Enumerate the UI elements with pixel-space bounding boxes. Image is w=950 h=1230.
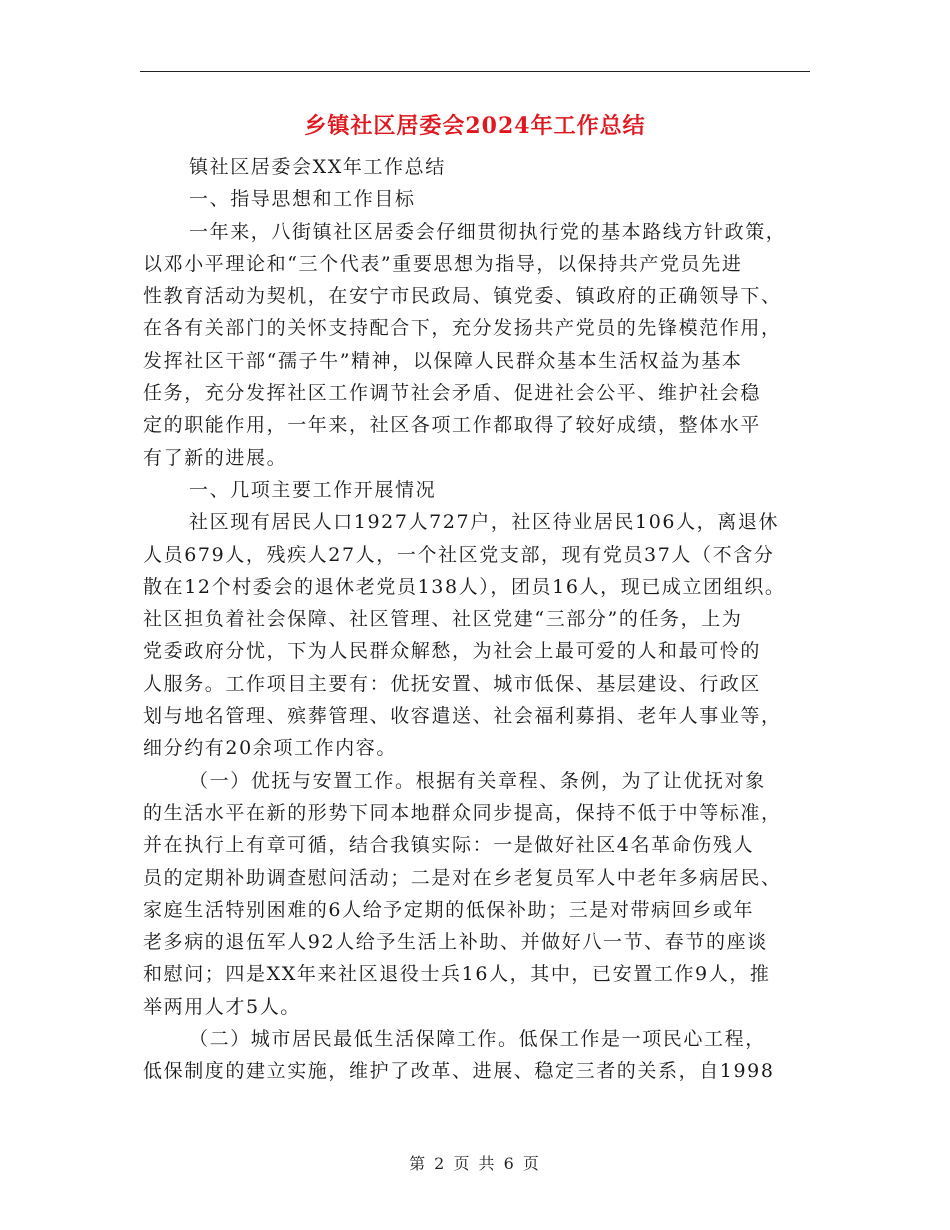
text-line: 性教育活动为契机，在安宁市民政局、镇党委、镇政府的正确领导下、 — [143, 285, 782, 308]
text-line: （一）优抚与安置工作。根据有关章程、条例，为了让优抚对象 — [189, 769, 766, 792]
text-line: 人服务。工作项目主要有：优抚安置、城市低保、基层建设、行政区 — [143, 672, 762, 695]
text-line: 人员679人，残疾人27人，一个社区党支部，现有党员37人（不含分 — [143, 543, 775, 566]
text-line: 一、指导思想和工作目标 — [189, 188, 416, 211]
text-line: 的生活水平在新的形势下同本地群众同步提高，保持不低于中等标准， — [143, 801, 782, 824]
text-line: 在各有关部门的关怀支持配合下，充分发扬共产党员的先锋模范作用， — [143, 317, 782, 340]
text-line: 一年来，八街镇社区居委会仔细贯彻执行党的基本路线方针政策， — [189, 220, 787, 243]
text-line: 以邓小平理论和“三个代表”重要思想为指导，以保持共产党员先进 — [143, 252, 743, 275]
header-rule — [140, 71, 810, 72]
text-line: 党委政府分忧，下为人民群众解愁，为社会上最可爱的人和最可怜的 — [143, 640, 762, 663]
text-line: 划与地名管理、殡葬管理、收容遣送、社会福利募捐、老年人事业等， — [143, 705, 782, 728]
text-line: 社区现有居民人口1927人727户，社区待业居民106人，离退休 — [189, 511, 780, 534]
text-line: 定的职能作用，一年来，社区各项工作都取得了较好成绩，整体水平 — [143, 414, 762, 437]
document-title: 乡镇社区居委会2024年工作总结 — [304, 113, 646, 139]
text-line: 和慰问；四是XX年来社区退役士兵16人，其中，已安置工作9人，推 — [143, 963, 771, 986]
document-body — [143, 151, 823, 1088]
text-line: 低保制度的建立实施，维护了改革、进展、稳定三者的关系，自1998 — [143, 1060, 775, 1083]
text-line: 社区担负着社会保障、社区管理、社区党建“三部分”的任务，上为 — [143, 608, 743, 631]
text-line: 细分约有20余项工作内容。 — [143, 737, 397, 760]
text-line: 员的定期补助调查慰问活动；二是对在乡老复员军人中老年多病居民、 — [143, 866, 782, 889]
text-line: 镇社区居委会XX年工作总结 — [189, 156, 446, 178]
text-line: 老多病的退伍军人92人给予生活上补助、并做好八一节、春节的座谈 — [143, 931, 768, 954]
text-line: 家庭生活特别困难的6人给予定期的低保补助；三是对带病回乡或年 — [143, 898, 755, 921]
text-line: 举两用人才5人。 — [143, 995, 301, 1018]
text-line: 有了新的进展。 — [143, 446, 288, 469]
text-line: 并在执行上有章可循，结合我镇实际：一是做好社区4名革命伤残人 — [143, 834, 755, 857]
text-line: 散在12个村委会的退休老党员138人），团员16人，现已成立团组织。 — [143, 575, 786, 598]
page-footer: 第 2 页 共 6 页 — [409, 1154, 541, 1173]
text-line: 发挥社区干部“孺子牛”精神，以保障人民群众基本生活权益为基本 — [143, 349, 743, 372]
text-line: 任务，充分发挥社区工作调节社会矛盾、促进社会公平、维护社会稳 — [143, 382, 762, 405]
text-line: 一、几项主要工作开展情况 — [189, 478, 437, 501]
text-line: （二）城市居民最低生活保障工作。低保工作是一项民心工程， — [189, 1028, 766, 1051]
